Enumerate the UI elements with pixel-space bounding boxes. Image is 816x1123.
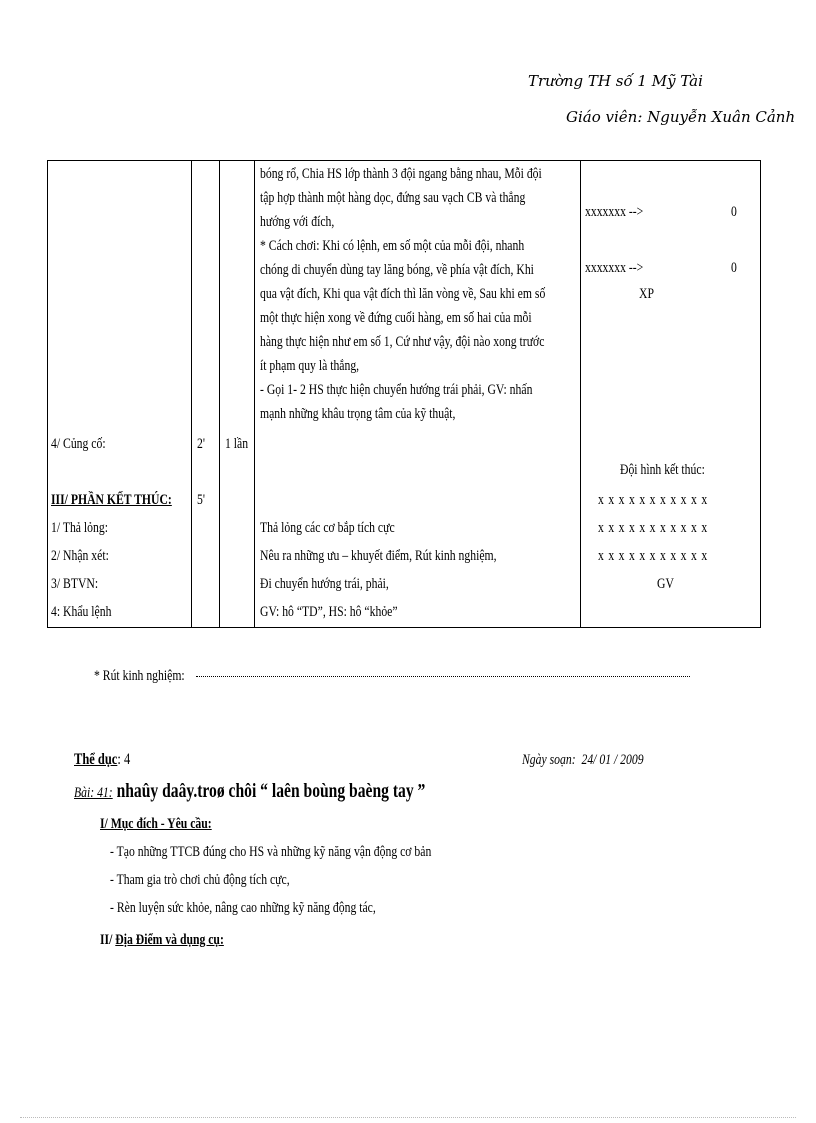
cung-co-time: 2': [197, 436, 205, 452]
section-location-text: Địa Điểm và dụng cụ:: [115, 932, 224, 948]
date-label: Ngày soạn:: [522, 752, 576, 768]
sub-item: 3/ BTVN:: [51, 576, 99, 592]
content-line: ít phạm quy là thắng,: [260, 358, 360, 374]
teacher-name: Giáo viên: Nguyễn Xuân Cảnh: [566, 108, 796, 126]
content-line: Thả lỏng các cơ bắp tích cực: [260, 520, 395, 536]
lesson-table: [47, 160, 761, 628]
sub-item: 1/ Thả lỏng:: [51, 520, 108, 536]
table-divider: [219, 160, 220, 628]
cung-co-reps: 1 lần: [225, 436, 249, 452]
content-line: một thực hiện xong về đứng cuối hàng, em số hai của mỗi: [260, 310, 532, 326]
table-border-right: [760, 160, 761, 628]
content-line: hướng với đích,: [260, 214, 335, 230]
diagram-target: 0: [731, 204, 737, 220]
experience-dotted-line: [196, 676, 690, 677]
table-divider: [254, 160, 255, 628]
table-divider: [580, 160, 581, 628]
goal-item: - Rèn luyện sức khỏe, nâng cao những kỹ năng động tác,: [110, 900, 376, 916]
goal-item: - Tạo những TTCB đúng cho HS và những kỹ năng vận động cơ bản: [110, 844, 432, 860]
sub-item: 4: Khẩu lệnh: [51, 604, 112, 620]
content-line: tập hợp thành một hàng dọc, đứng sau vạch CB và thẳng: [260, 190, 526, 206]
goal-item: - Tham gia trò chơi chủ động tích cực,: [110, 872, 290, 888]
content-line: * Cách chơi: Khi có lệnh, em số một của mỗi đội, nhanh: [260, 238, 525, 254]
section-heading-location: [100, 928, 224, 952]
content-line: - Gọi 1- 2 HS thực hiện chuyển hướng trái phải, GV: nhấn: [260, 382, 533, 398]
page-bottom-border: [20, 1117, 796, 1118]
subject-name: Thể dục: [74, 751, 118, 768]
diagram-row: xxxxxxx -->: [585, 204, 644, 220]
subject-grade: : 4: [117, 751, 131, 768]
sub-item: 2/ Nhận xét:: [51, 548, 109, 564]
experience-label: * Rút kinh nghiệm:: [94, 668, 185, 684]
ket-thuc-time: 5': [197, 492, 205, 508]
school-name: Trường TH số 1 Mỹ Tài: [528, 72, 703, 90]
table-border-left: [47, 160, 48, 628]
formation-title: Đội hình kết thúc:: [620, 462, 705, 478]
lesson-title: nhaûy daây.troø chôi “ laên boùng baèng tay ”: [116, 780, 426, 802]
content-line: qua vật đích, Khi qua vật đích thì lăn vòng về, Sau khi em số: [260, 286, 546, 302]
content-line: GV: hô “TD”, HS: hô “khỏe”: [260, 604, 398, 620]
formation-teacher: GV: [657, 576, 674, 592]
diagram-row: xxxxxxx -->: [585, 260, 644, 276]
formation-row: x x x x x x x x x x x: [598, 548, 708, 564]
date-line: [522, 748, 644, 772]
section-location-prefix: II/: [100, 932, 113, 948]
content-line: Đi chuyển hướng trái, phải,: [260, 576, 389, 592]
date-value: 24/ 01 / 2009: [581, 752, 644, 768]
cung-co-label: 4/ Củng cố:: [51, 436, 106, 452]
formation-row: x x x x x x x x x x x: [598, 492, 708, 508]
diagram-start-mark: XP: [639, 286, 654, 302]
lesson-number: Bài: 41:: [74, 785, 113, 801]
section-purpose-text: I/ Mục đích - Yêu cầu:: [100, 816, 212, 832]
table-divider: [191, 160, 192, 628]
content-line: bóng rổ, Chia HS lớp thành 3 đội ngang bằng nhau, Mỗi đội: [260, 166, 542, 182]
section-heading-purpose: [100, 812, 212, 836]
formation-row: x x x x x x x x x x x: [598, 520, 708, 536]
table-border-bottom: [47, 627, 761, 628]
content-line: hàng thực hiện như em số 1, Cứ như vậy, đội nào xong trước: [260, 334, 545, 350]
content-line: Nêu ra những ưu – khuyết điểm, Rút kinh nghiệm,: [260, 548, 497, 564]
ket-thuc-label: III/ PHẦN KẾT THÚC:: [51, 492, 172, 508]
subject-line: [74, 748, 130, 772]
content-line: chóng di chuyển dùng tay lăng bóng, về phía vật đích, Khi: [260, 262, 534, 278]
diagram-target: 0: [731, 260, 737, 276]
content-line: mạnh những khâu trọng tâm của kỹ thuật,: [260, 406, 456, 422]
lesson-line: [74, 776, 425, 808]
table-border-top: [47, 160, 761, 161]
